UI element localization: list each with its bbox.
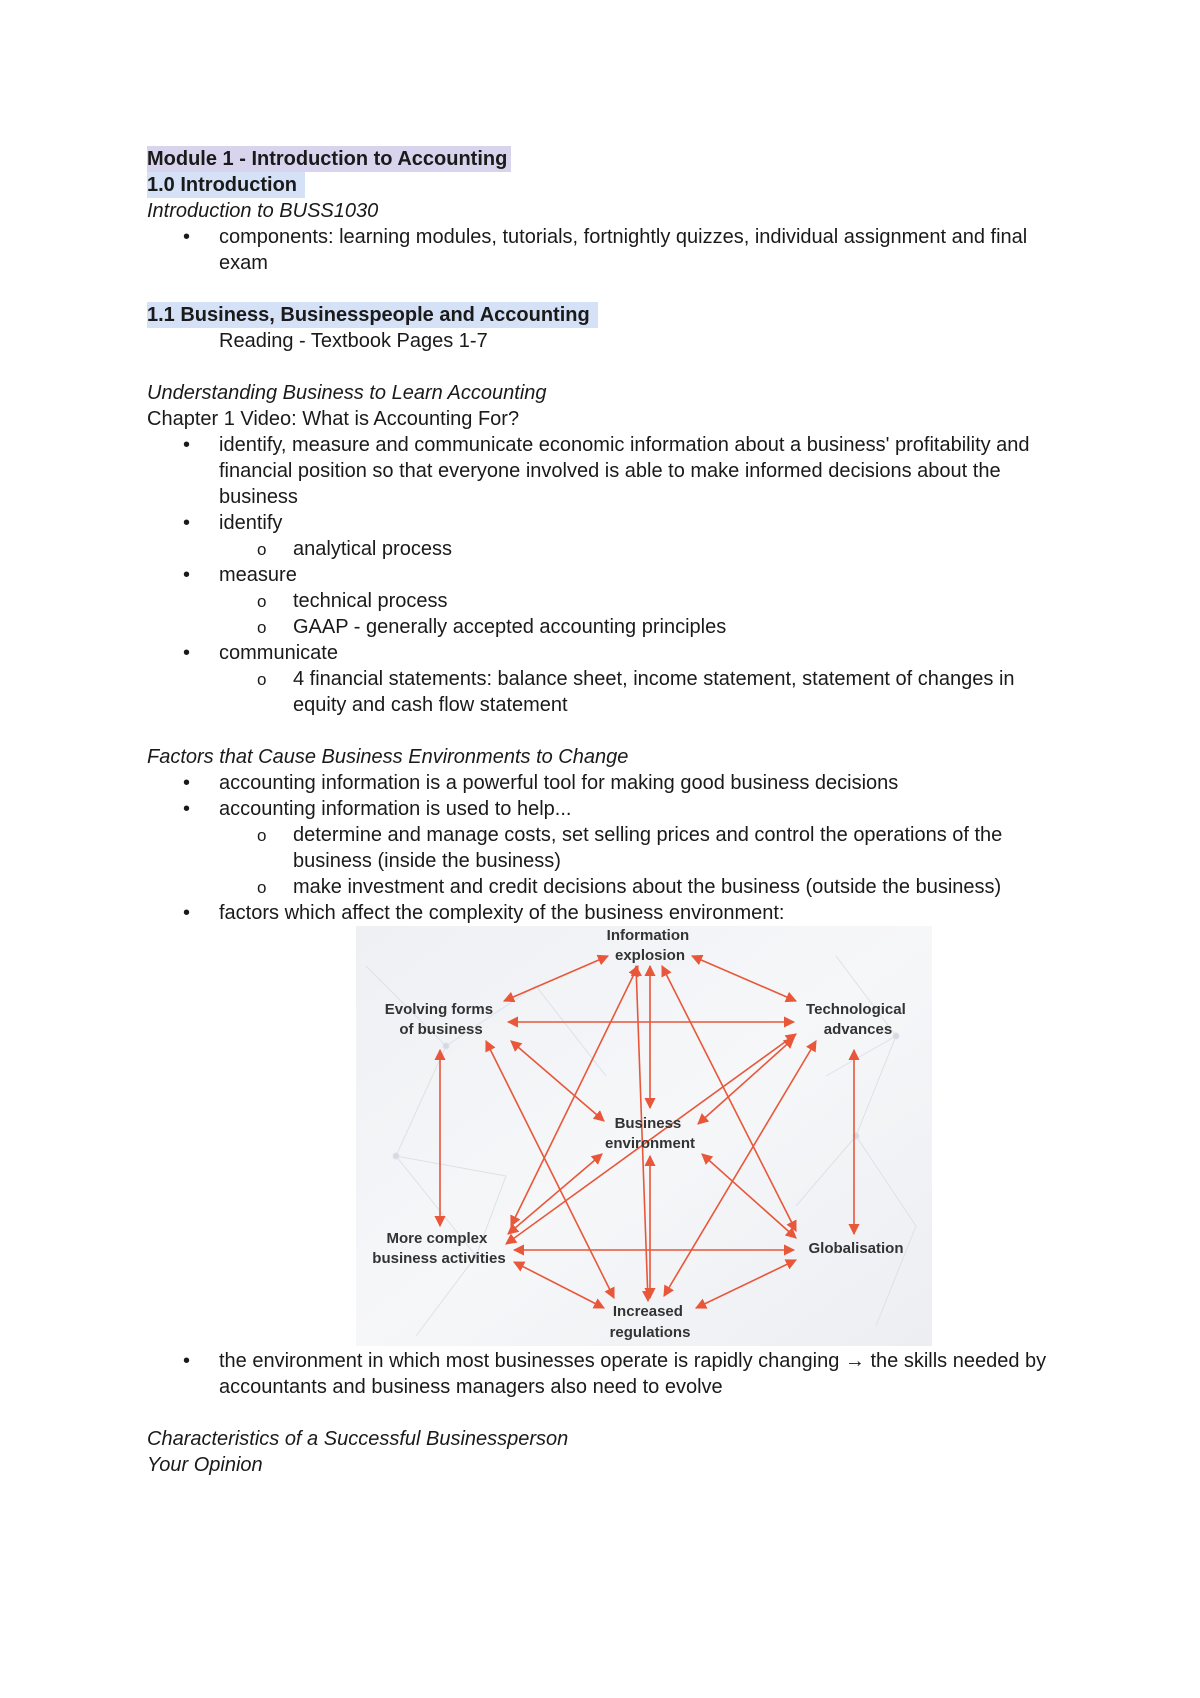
sub-list — [219, 588, 1067, 640]
list-item: • components: learning modules, tutorials, fortnightly quizzes, individual assignment and final exam — [219, 224, 1067, 276]
your-opinion: Your Opinion — [147, 1454, 263, 1476]
sub-list — [219, 536, 1067, 562]
sub-list-item: o GAAP - generally accepted accounting principles — [293, 614, 1067, 640]
sub-list — [219, 666, 1067, 718]
list-item — [219, 770, 1067, 796]
section-1-0-heading: 1.0 Introduction — [147, 172, 305, 198]
node-tech-line2: advances — [823, 1021, 893, 1038]
section-1-1-heading-line — [147, 302, 1067, 328]
characteristics-subheading: Characteristics of a Successful Businessperson — [147, 1428, 569, 1450]
list-item — [219, 640, 1067, 718]
list-item-text: identify, measure and communicate economic information about a business' profitability and financial position so that everyone involved is able to make informed decisions about the business — [219, 434, 1030, 508]
section-1-1-heading: 1.1 Business, Businesspeople and Accounting — [147, 302, 598, 328]
diagram-svg — [356, 926, 932, 1346]
chapter-video-title: Chapter 1 Video: What is Accounting For? — [147, 408, 520, 430]
sub-list-item: o analytical process — [293, 536, 1067, 562]
sub-list-item: o make investment and credit decisions about the business (outside the business) — [293, 874, 1067, 900]
node-complex-line1: More complex — [386, 1230, 488, 1247]
factors-subheading: Factors that Cause Business Environments to Change — [147, 746, 629, 768]
document-page — [147, 146, 1067, 1478]
node-info-line1: Information — [606, 927, 690, 944]
list-item — [219, 510, 1067, 562]
node-evolving-line2: of business — [399, 1021, 483, 1038]
list-item — [219, 562, 1067, 640]
node-center-line1: Business — [614, 1115, 682, 1132]
list-item-text: factors which affect the complexity of the business environment: — [219, 902, 785, 924]
module-title-line — [147, 146, 1067, 172]
list-item-text: measure — [219, 564, 297, 586]
node-center-line2: environment — [604, 1135, 696, 1152]
module-title: Module 1 - Introduction to Accounting — [147, 146, 511, 172]
node-tech-line1: Technological — [806, 1001, 906, 1018]
node-info-line2: explosion — [614, 947, 686, 964]
list-item-text: communicate — [219, 642, 338, 664]
node-regs-line2: regulations — [609, 1324, 691, 1341]
list-item-text: accounting information is a powerful tool for making good business decisions — [219, 772, 899, 794]
sub-list-item: o determine and manage costs, set selling prices and control the operations of the business (inside the business) — [293, 822, 1067, 874]
sub-list-item: o technical process — [293, 588, 1067, 614]
business-environment-diagram — [356, 926, 932, 1346]
list-item-text: accounting information is used to help... — [219, 798, 572, 820]
understanding-subheading: Understanding Business to Learn Accounting — [147, 382, 547, 404]
understanding-list — [147, 432, 1067, 718]
section-1-0-heading-line — [147, 172, 1067, 198]
list-item — [219, 796, 1067, 900]
reading-note: Reading - Textbook Pages 1-7 — [219, 330, 488, 352]
list-item-text: identify — [219, 512, 283, 534]
list-item — [219, 900, 1067, 926]
section-1-0-bullets — [147, 224, 1067, 276]
after-diagram-list — [147, 1348, 1067, 1400]
list-item: • the environment in which most businesses operate is rapidly changing → the skills needed by accountants and business managers also need to evolve — [219, 1348, 1067, 1400]
section-1-0-subheading: Introduction to BUSS1030 — [147, 200, 379, 222]
node-complex-line2: business activities — [372, 1250, 506, 1267]
node-global-line1: Globalisation — [808, 1240, 904, 1257]
node-regs-line1: Increased — [612, 1303, 683, 1320]
list-item — [219, 432, 1067, 510]
node-evolving-line1: Evolving forms — [384, 1001, 494, 1018]
factors-list — [147, 770, 1067, 926]
sub-list-item: o 4 financial statements: balance sheet, income statement, statement of changes in equity and cash flow statement — [293, 666, 1067, 718]
sub-list — [219, 822, 1067, 900]
node-globalisation — [808, 1240, 903, 1257]
